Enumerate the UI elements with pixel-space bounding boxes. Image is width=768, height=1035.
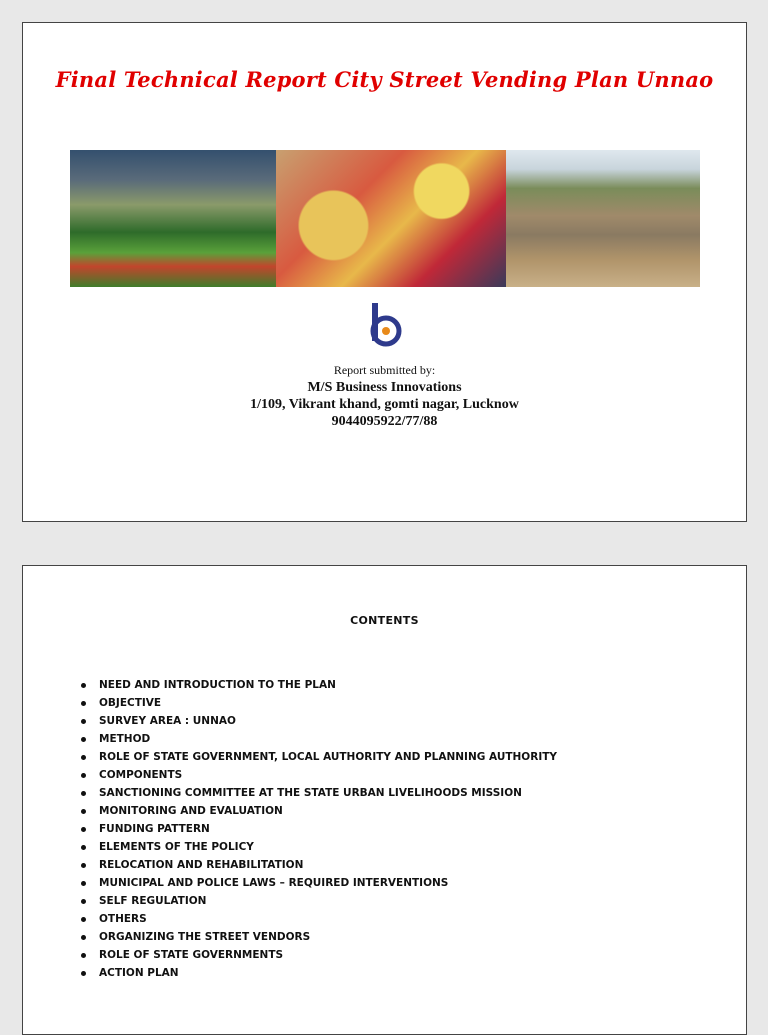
contents-heading: CONTENTS [350,614,419,627]
contents-list [81,676,557,982]
bullet-icon [81,863,86,868]
list-item-label: ELEMENTS OF THE POLICY [99,841,254,853]
company-name: M/S Business Innovations [307,380,462,395]
bullet-icon [81,719,86,724]
list-item [81,730,557,748]
list-item [81,838,557,856]
bullet-icon [81,917,86,922]
report-title: Final Technical Report City Street Vending Plan Unnao [55,67,714,92]
list-item-label: ROLE OF STATE GOVERNMENTS [99,949,284,961]
list-item-label: MUNICIPAL AND POLICE LAWS – REQUIRED INTERVENTIONS [99,877,449,889]
list-item [81,802,557,820]
list-item-label: COMPONENTS [99,769,183,781]
snack-vendor-photo [276,150,506,287]
b-logo-icon [364,301,404,347]
bullet-icon [81,845,86,850]
list-item-label: NEED AND INTRODUCTION TO THE PLAN [99,679,336,691]
list-item-label: SELF REGULATION [99,895,207,907]
bullet-icon [81,755,86,760]
bullet-icon [81,701,86,706]
list-item [81,694,557,712]
cover-page [22,22,747,522]
list-item [81,748,557,766]
cover-photo-strip [70,150,700,287]
list-item-label: METHOD [99,733,151,745]
list-item-label: ACTION PLAN [99,967,179,979]
contents-page [22,565,747,1035]
list-item-label: ORGANIZING THE STREET VENDORS [99,931,311,943]
list-item [81,766,557,784]
list-item [81,946,557,964]
list-item [81,874,557,892]
street-market-photo [506,150,700,287]
list-item-label: ROLE OF STATE GOVERNMENT, LOCAL AUTHORITY AND PLANNING AUTHORITY [99,751,557,763]
submitted-by-label: Report submitted by: [333,363,436,377]
bullet-icon [81,773,86,778]
bullet-icon [81,953,86,958]
list-item [81,928,557,946]
bullet-icon [81,935,86,940]
bullet-icon [81,881,86,886]
list-item [81,712,557,730]
company-phone: 9044095922/77/88 [331,414,438,429]
bullet-icon [81,791,86,796]
bullet-icon [81,971,86,976]
list-item-label: FUNDING PATTERN [99,823,210,835]
company-address: 1/109, Vikrant khand, gomti nagar, Lucknow [250,397,519,412]
list-item-label: SURVEY AREA : UNNAO [99,715,236,727]
list-item [81,820,557,838]
list-item-label: SANCTIONING COMMITTEE AT THE STATE URBAN LIVELIHOODS MISSION [99,787,522,799]
bullet-icon [81,683,86,688]
list-item-label: MONITORING AND EVALUATION [99,805,283,817]
list-item [81,892,557,910]
bullet-icon [81,827,86,832]
vegetable-stall-photo [70,150,276,287]
list-item [81,964,557,982]
list-item [81,910,557,928]
list-item [81,784,557,802]
bullet-icon [81,737,86,742]
list-item-label: OBJECTIVE [99,697,162,709]
list-item-label: OTHERS [99,913,147,925]
bullet-icon [81,809,86,814]
bullet-icon [81,899,86,904]
list-item [81,676,557,694]
list-item-label: RELOCATION AND REHABILITATION [99,859,304,871]
submission-block [23,362,746,430]
list-item [81,856,557,874]
